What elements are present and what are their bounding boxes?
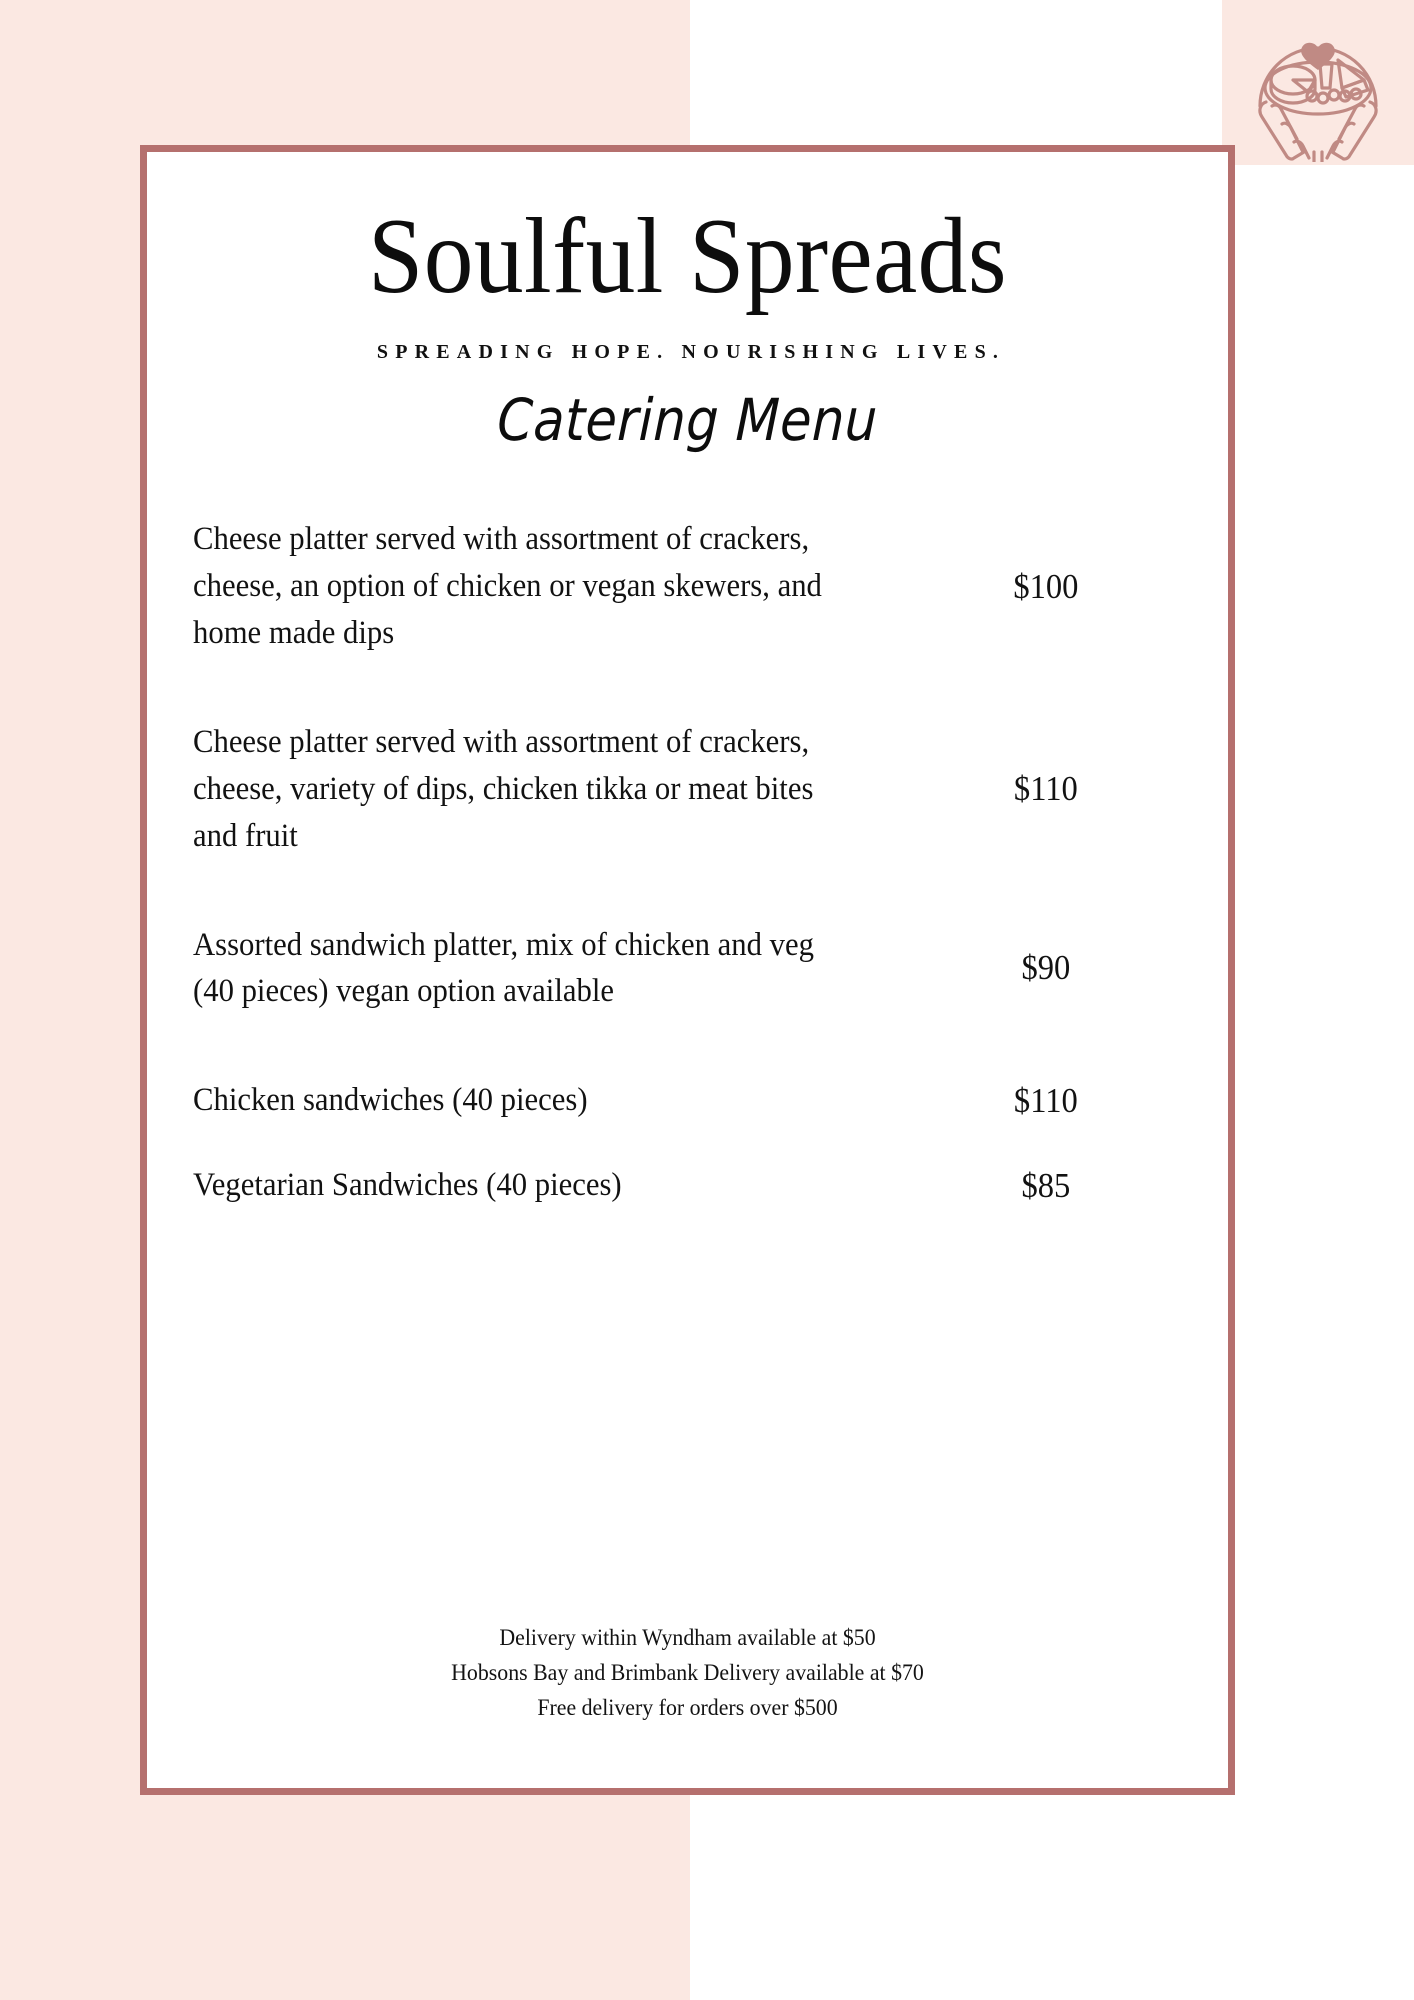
delivery-info-footer xyxy=(147,1621,1228,1726)
page-title: Soulful Spreads xyxy=(368,197,1007,316)
delivery-line-free-threshold: Free delivery for orders over $500 xyxy=(537,1695,838,1721)
menu-item-description: Assorted sandwich platter, mix of chicken and veg (40 pieces) vegan option available xyxy=(193,926,814,1010)
menu-item-row xyxy=(193,719,1182,860)
menu-item-description: Cheese platter served with assortment of crackers, cheese, an option of chicken or vegan skewers, and home made dips xyxy=(193,521,822,652)
brand-tagline: SPREADING HOPE. NOURISHING LIVES. xyxy=(376,341,1006,364)
menu-item-description: Vegetarian Sandwiches (40 pieces) xyxy=(193,1167,622,1204)
menu-header xyxy=(147,152,1228,454)
menu-item-row xyxy=(193,922,1182,1016)
menu-item-row xyxy=(193,1077,1182,1124)
hands-holding-cheese-platter-heart-icon xyxy=(1238,2,1398,162)
menu-item-price: $110 xyxy=(1013,769,1078,809)
menu-item-description: Chicken sandwiches (40 pieces) xyxy=(193,1082,588,1119)
delivery-line-hobsons-brimbank: Hobsons Bay and Brimbank Delivery available at $70 xyxy=(451,1660,924,1686)
menu-item-price: $85 xyxy=(1021,1165,1071,1205)
brand-logo xyxy=(1238,2,1398,162)
menu-item-price: $110 xyxy=(1013,1080,1078,1120)
delivery-line-wyndham: Delivery within Wyndham available at $50 xyxy=(499,1625,876,1651)
menu-items-list xyxy=(193,516,1182,1209)
menu-item-description: Cheese platter served with assortment of crackers, cheese, variety of dips, chicken tikka or meat bites and fruit xyxy=(193,723,814,854)
menu-card xyxy=(140,145,1235,1795)
menu-item-row xyxy=(193,1162,1182,1209)
menu-item-price: $100 xyxy=(1013,566,1079,606)
menu-item-price: $90 xyxy=(1021,948,1071,988)
section-heading: Catering Menu xyxy=(496,386,879,455)
menu-item-row xyxy=(193,516,1182,657)
